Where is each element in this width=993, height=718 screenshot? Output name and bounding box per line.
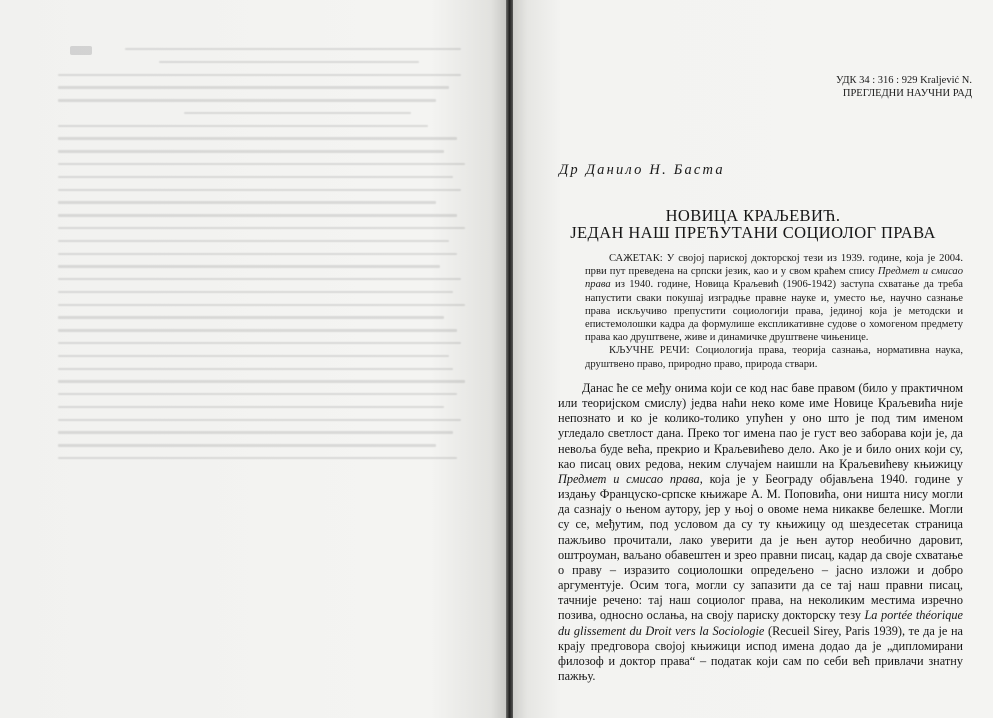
abstract-summary [585, 252, 963, 344]
article-title-line-2: ЈЕДАН НАШ ПРЕЋУТАНИ СОЦИОЛОГ ПРАВА [570, 223, 936, 242]
author-name: Др Данило Н. Баста [559, 162, 725, 178]
article-category: ПРЕГЛЕДНИ НАУЧНИ РАД [842, 88, 972, 99]
udk-code: УДК 34 : 316 : 929 Kraljević N. [835, 75, 972, 86]
body-text: Данас ће се међу онима који се код нас баве правом (било у практичном или теоријском смислу) једва наћи неко коме име Новице Краљевића није непознато и ко је колико-толико упућен у оно што је под тим именом угледало светлост дана. Преко тог имена пао је густ вео заборава који је, да невоља буде већа, прекрио и Краљевићево дело. Ако је и било оних који су, као писац ових редова, неким случајем наишли на Краљевићеву књижицу [558, 381, 963, 471]
right-page [513, 0, 993, 718]
body-thesis-title: La portée théorique du glissement du Droit vers la Sociologie [558, 608, 963, 638]
classification-header [836, 74, 972, 100]
body-paragraph [558, 381, 963, 684]
bleed-through-text [58, 48, 478, 470]
abstract-text-cont: из 1940. године, Новица Краљевић (1906-1942) заступа схватање да треба напустити сваки покушај изградње правне науке и, уместо ње, научно сазнање права искључиво препустити социологији права, јединој која је методски и епистемолошки кадра да формулише експликативне судове о хомогеном предмету права као друштвене, живе и динамичке друштвене чињенице. [585, 279, 963, 344]
book-spine [506, 0, 513, 718]
body-text-cont: , која је у Београду објављена 1940. године у издању Француско-српске књижаре А. М. Поповића, они ништа нису могли да сазнају о њеном аутору, јер у њој о овоме нема никакве белешке. Могли су се, међутим, под условом да су ту књижицу од шездесетак страница пажљиво прочитали, лако уверити да је њен аутор необично даровит, оштроуман, ваљано обавештен и зрео правни писац, кадар да своје схватање о праву – изразито социолошки опредељено – јасно изложи и добро аргументује. Осим тога, могли су запазити да се тај наш правни писац, тачније речено: тај наш социолог права, на неколиким местима изречно позива, односно ослања, на своју париску докторску тезу [558, 471, 963, 623]
abstract [585, 252, 963, 371]
article-title-line-1: НОВИЦА КРАЉЕВИЋ. [665, 206, 841, 225]
abstract-book-title: Предмет и смисао права [585, 266, 964, 291]
body-text-end: (Recueil Sirey, Paris 1939), те да је на крају предговора својој књижици испод имена додао да је „дипломирани филозоф и доктор права“ – податак који сам по себи већ привлачи знатну пажњу. [558, 623, 963, 683]
body-book-title: Предмет и смисао права [558, 471, 700, 486]
article-body [558, 381, 963, 684]
keywords: КЉУЧНЕ РЕЧИ: Социологија права, теорија сазнања, нормативна наука, друштвено право, природно право, природа ствари. [585, 345, 963, 370]
abstract-text: САЖЕТАК: У својој париској докторској тези из 1939. године, која је 2004. први пут преведена на српски језик, као и у свом краћем спису [585, 253, 963, 278]
